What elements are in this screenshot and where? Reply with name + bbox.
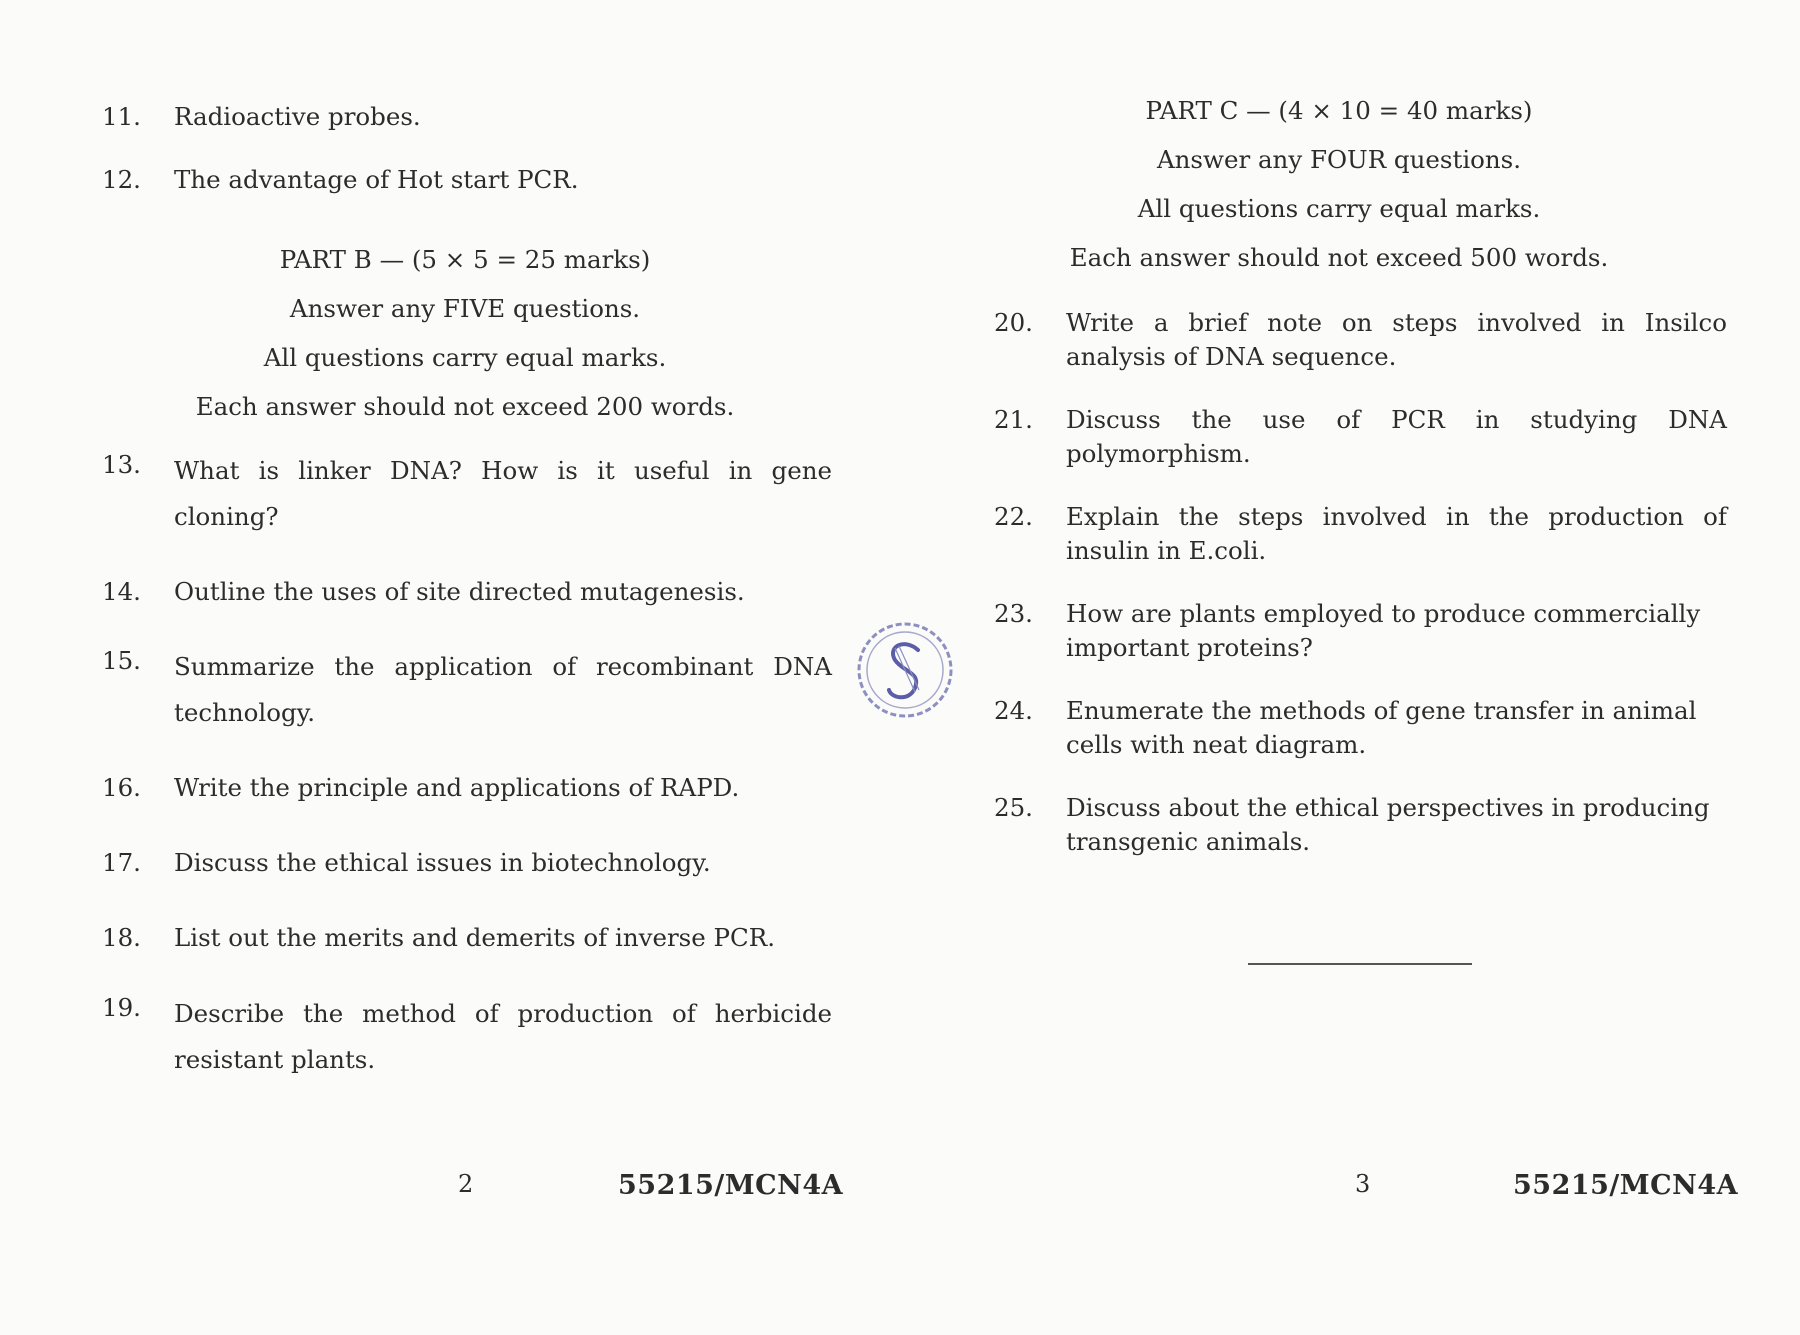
question-number: 19. [102,993,141,1022]
paper-code: 55215/MCN4A [618,1170,844,1201]
part-b-instruction: Answer any FIVE questions. [289,294,641,323]
question-20 [994,306,1727,374]
paper-code: 55215/MCN4A [1513,1170,1739,1201]
question-number: 24. [994,696,1033,725]
question-text: Outline the uses of site directed mutagenesis. [174,577,745,606]
question-23 [994,597,1727,665]
question-text: How are plants employed to produce commercially important proteins? [1066,599,1701,662]
question-text: Summarize the application of recombinant DNA technology. [174,652,832,727]
part-c-instruction: Each answer should not exceed 500 words. [1069,243,1609,272]
page-number: 3 [1355,1170,1371,1198]
question-text: What is linker DNA? How is it useful in gene cloning? [174,456,832,531]
question-text: Write a brief note on steps involved in Insilco analysis of DNA sequence. [1066,308,1727,371]
part-c-heading: PART C — (4 × 10 = 40 marks) [1145,96,1533,125]
part-b-instruction: All questions carry equal marks. [263,343,667,372]
question-number: 21. [994,405,1033,434]
question-21 [994,403,1727,471]
question-25 [994,791,1727,859]
question-text: List out the merits and demerits of inverse PCR. [174,923,775,952]
left-page [0,0,880,1335]
question-text: Describe the method of production of herbicide resistant plants. [174,999,832,1074]
question-text: Discuss the use of PCR in studying DNA polymorphism. [1066,405,1727,468]
question-number: 13. [102,450,141,479]
question-text: Radioactive probes. [174,102,421,131]
question-text: Explain the steps involved in the production of insulin in E.coli. [1066,502,1727,565]
question-11 [102,100,832,134]
question-number: 20. [994,308,1033,337]
question-number: 22. [994,502,1033,531]
part-b-heading: PART B — (5 × 5 = 25 marks) [279,245,651,274]
question-16 [102,771,832,805]
question-text: Discuss the ethical issues in biotechnology. [174,848,711,877]
question-15 [102,644,832,736]
part-c-instruction: All questions carry equal marks. [1137,194,1541,223]
question-text: The advantage of Hot start PCR. [174,165,579,194]
question-number: 18. [102,923,141,952]
question-number: 15. [102,646,141,675]
question-text: Enumerate the methods of gene transfer in animal cells with neat diagram. [1066,696,1697,759]
question-19 [102,991,832,1083]
question-12 [102,163,832,197]
question-number: 11. [102,102,141,131]
question-24 [994,694,1727,762]
end-rule [1248,963,1472,965]
question-number: 17. [102,848,141,877]
question-number: 12. [102,165,141,194]
question-text: Discuss about the ethical perspectives in producing transgenic animals. [1066,793,1710,856]
question-text: Write the principle and applications of RAPD. [174,773,740,802]
part-b-instruction: Each answer should not exceed 200 words. [195,392,735,421]
question-22 [994,500,1727,568]
question-18 [102,921,832,955]
part-c-instruction: Answer any FOUR questions. [1156,145,1522,174]
question-17 [102,846,832,880]
question-number: 25. [994,793,1033,822]
page-number: 2 [458,1170,474,1198]
question-14 [102,575,832,609]
right-page [880,0,1800,1335]
question-13 [102,448,832,540]
question-number: 23. [994,599,1033,628]
question-number: 14. [102,577,141,606]
question-number: 16. [102,773,141,802]
